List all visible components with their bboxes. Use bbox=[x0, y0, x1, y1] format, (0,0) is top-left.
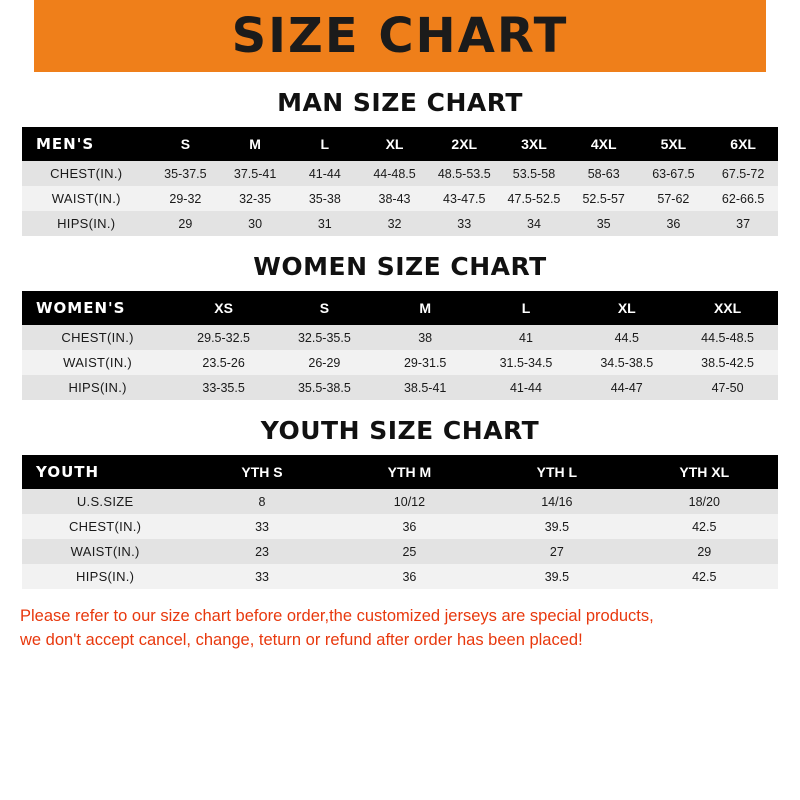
men-waist-3xl: 47.5-52.5 bbox=[499, 186, 569, 211]
men-size-table bbox=[22, 127, 778, 236]
youth-ussize-xl: 18/20 bbox=[631, 489, 778, 514]
women-col-xl: XL bbox=[576, 291, 677, 325]
page-title: SIZE CHART bbox=[231, 8, 569, 64]
table-row bbox=[22, 375, 778, 400]
section-women-size-chart bbox=[0, 252, 800, 400]
youth-ussize-l: 14/16 bbox=[483, 489, 630, 514]
table-row bbox=[22, 186, 778, 211]
youth-hips-m: 36 bbox=[336, 564, 483, 589]
men-chest-m: 37.5-41 bbox=[220, 161, 290, 186]
women-col-m: M bbox=[375, 291, 476, 325]
women-row-label-waist: WAIST(IN.) bbox=[22, 350, 173, 375]
men-hips-2xl: 33 bbox=[429, 211, 499, 236]
men-col-s: S bbox=[151, 127, 221, 161]
youth-chest-xl: 42.5 bbox=[631, 514, 778, 539]
women-hips-xxl: 47-50 bbox=[677, 375, 778, 400]
men-col-m: M bbox=[220, 127, 290, 161]
men-row-label-hips: HIPS(IN.) bbox=[22, 211, 151, 236]
women-col-xxl: XXL bbox=[677, 291, 778, 325]
men-col-6xl: 6XL bbox=[708, 127, 778, 161]
section-title-man: MAN SIZE CHART bbox=[277, 88, 523, 117]
disclaimer-note bbox=[0, 605, 800, 653]
table-header-row bbox=[22, 455, 778, 489]
men-col-3xl: 3XL bbox=[499, 127, 569, 161]
youth-chest-s: 33 bbox=[188, 514, 335, 539]
banner-corner-right bbox=[766, 0, 800, 72]
youth-col-m: YTH M bbox=[336, 455, 483, 489]
youth-hips-l: 39.5 bbox=[483, 564, 630, 589]
youth-col-s: YTH S bbox=[188, 455, 335, 489]
youth-waist-s: 23 bbox=[188, 539, 335, 564]
men-chest-6xl: 67.5-72 bbox=[708, 161, 778, 186]
youth-hips-xl: 42.5 bbox=[631, 564, 778, 589]
men-waist-5xl: 57-62 bbox=[639, 186, 709, 211]
youth-col-xl: YTH XL bbox=[631, 455, 778, 489]
men-hips-m: 30 bbox=[220, 211, 290, 236]
men-chest-l: 41-44 bbox=[290, 161, 360, 186]
youth-waist-l: 27 bbox=[483, 539, 630, 564]
women-col-s: S bbox=[274, 291, 375, 325]
women-hips-m: 38.5-41 bbox=[375, 375, 476, 400]
men-hips-s: 29 bbox=[151, 211, 221, 236]
disclaimer-line-2: we don't accept cancel, change, teturn or refund after order has been placed! bbox=[20, 630, 583, 649]
women-chest-l: 41 bbox=[476, 325, 577, 350]
youth-row-header-label: YOUTH bbox=[22, 455, 188, 489]
page-banner bbox=[0, 0, 800, 72]
women-hips-s: 35.5-38.5 bbox=[274, 375, 375, 400]
section-title-youth: YOUTH SIZE CHART bbox=[260, 416, 540, 445]
women-waist-xxl: 38.5-42.5 bbox=[677, 350, 778, 375]
men-waist-4xl: 52.5-57 bbox=[569, 186, 639, 211]
women-col-xs: XS bbox=[173, 291, 274, 325]
women-hips-xl: 44-47 bbox=[576, 375, 677, 400]
youth-row-label-waist: WAIST(IN.) bbox=[22, 539, 188, 564]
men-chest-4xl: 58-63 bbox=[569, 161, 639, 186]
table-row bbox=[22, 350, 778, 375]
men-waist-m: 32-35 bbox=[220, 186, 290, 211]
men-chest-xl: 44-48.5 bbox=[360, 161, 430, 186]
table-row bbox=[22, 325, 778, 350]
women-row-label-chest: CHEST(IN.) bbox=[22, 325, 173, 350]
men-col-4xl: 4XL bbox=[569, 127, 639, 161]
table-row bbox=[22, 564, 778, 589]
men-hips-3xl: 34 bbox=[499, 211, 569, 236]
men-hips-6xl: 37 bbox=[708, 211, 778, 236]
table-row bbox=[22, 539, 778, 564]
women-row-header-label: WOMEN'S bbox=[22, 291, 173, 325]
men-row-label-chest: CHEST(IN.) bbox=[22, 161, 151, 186]
women-waist-l: 31.5-34.5 bbox=[476, 350, 577, 375]
table-row bbox=[22, 489, 778, 514]
men-chest-3xl: 53.5-58 bbox=[499, 161, 569, 186]
youth-ussize-m: 10/12 bbox=[336, 489, 483, 514]
men-waist-xl: 38-43 bbox=[360, 186, 430, 211]
women-waist-m: 29-31.5 bbox=[375, 350, 476, 375]
men-chest-5xl: 63-67.5 bbox=[639, 161, 709, 186]
section-youth-size-chart bbox=[0, 416, 800, 589]
women-waist-xs: 23.5-26 bbox=[173, 350, 274, 375]
youth-waist-m: 25 bbox=[336, 539, 483, 564]
men-chest-s: 35-37.5 bbox=[151, 161, 221, 186]
table-header-row bbox=[22, 291, 778, 325]
men-hips-xl: 32 bbox=[360, 211, 430, 236]
women-size-table bbox=[22, 291, 778, 400]
men-hips-5xl: 36 bbox=[639, 211, 709, 236]
youth-row-label-ussize: U.S.SIZE bbox=[22, 489, 188, 514]
table-row bbox=[22, 514, 778, 539]
disclaimer-line-1: Please refer to our size chart before order,the customized jerseys are special products, bbox=[20, 607, 654, 625]
women-chest-xxl: 44.5-48.5 bbox=[677, 325, 778, 350]
section-man-size-chart bbox=[0, 88, 800, 236]
women-waist-s: 26-29 bbox=[274, 350, 375, 375]
men-row-label-waist: WAIST(IN.) bbox=[22, 186, 151, 211]
men-col-l: L bbox=[290, 127, 360, 161]
youth-row-label-hips: HIPS(IN.) bbox=[22, 564, 188, 589]
men-chest-2xl: 48.5-53.5 bbox=[429, 161, 499, 186]
women-hips-xs: 33-35.5 bbox=[173, 375, 274, 400]
section-title-women: WOMEN SIZE CHART bbox=[253, 252, 547, 281]
youth-ussize-s: 8 bbox=[188, 489, 335, 514]
table-header-row bbox=[22, 127, 778, 161]
women-chest-s: 32.5-35.5 bbox=[274, 325, 375, 350]
women-row-label-hips: HIPS(IN.) bbox=[22, 375, 173, 400]
youth-waist-xl: 29 bbox=[631, 539, 778, 564]
table-row bbox=[22, 161, 778, 186]
women-chest-m: 38 bbox=[375, 325, 476, 350]
men-waist-2xl: 43-47.5 bbox=[429, 186, 499, 211]
men-waist-s: 29-32 bbox=[151, 186, 221, 211]
banner-corner-left bbox=[0, 0, 34, 72]
men-col-5xl: 5XL bbox=[639, 127, 709, 161]
youth-chest-l: 39.5 bbox=[483, 514, 630, 539]
men-waist-6xl: 62-66.5 bbox=[708, 186, 778, 211]
women-chest-xl: 44.5 bbox=[576, 325, 677, 350]
men-row-header-label: MEN'S bbox=[22, 127, 151, 161]
youth-row-label-chest: CHEST(IN.) bbox=[22, 514, 188, 539]
men-hips-4xl: 35 bbox=[569, 211, 639, 236]
men-hips-l: 31 bbox=[290, 211, 360, 236]
men-col-xl: XL bbox=[360, 127, 430, 161]
youth-hips-s: 33 bbox=[188, 564, 335, 589]
youth-size-table bbox=[22, 455, 778, 589]
women-col-l: L bbox=[476, 291, 577, 325]
women-chest-xs: 29.5-32.5 bbox=[173, 325, 274, 350]
men-col-2xl: 2XL bbox=[429, 127, 499, 161]
youth-col-l: YTH L bbox=[483, 455, 630, 489]
women-hips-l: 41-44 bbox=[476, 375, 577, 400]
table-row bbox=[22, 211, 778, 236]
men-waist-l: 35-38 bbox=[290, 186, 360, 211]
women-waist-xl: 34.5-38.5 bbox=[576, 350, 677, 375]
youth-chest-m: 36 bbox=[336, 514, 483, 539]
